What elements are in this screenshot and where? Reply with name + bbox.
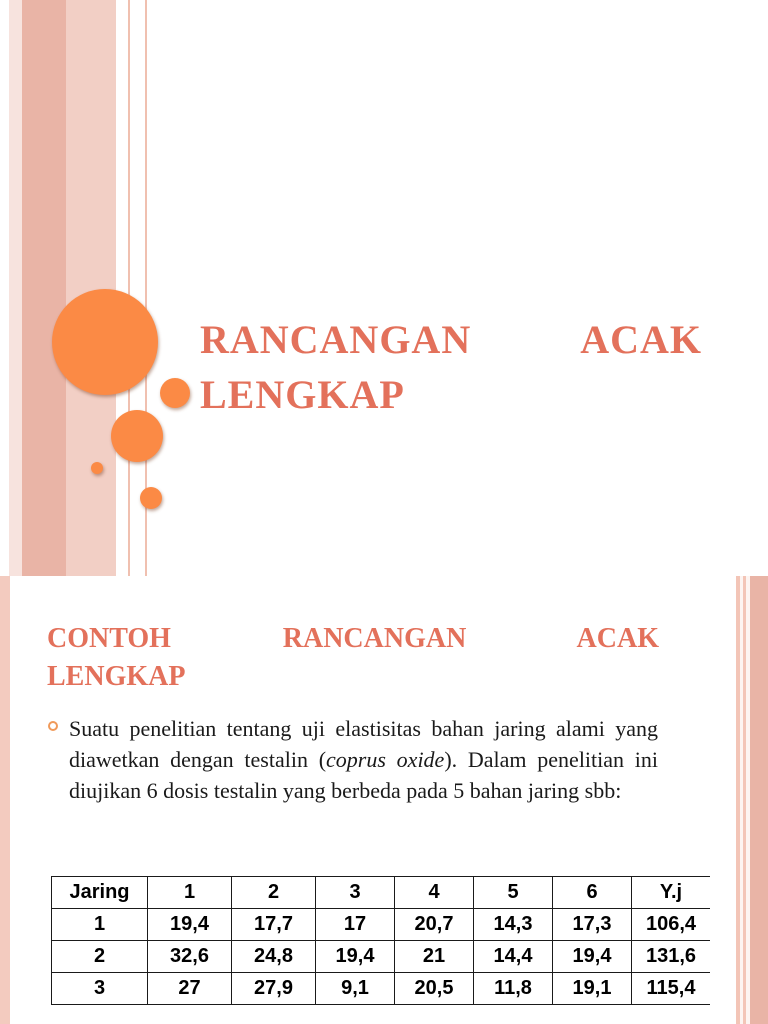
table-cell: 14,3 <box>474 909 553 941</box>
example-slide <box>0 576 768 1024</box>
table-header: Jaring <box>52 877 148 909</box>
table-cell: 19,4 <box>148 909 232 941</box>
table-cell: 131,6 <box>632 941 711 973</box>
body-text-italic: coprus oxide <box>326 747 445 772</box>
table-cell: 19,4 <box>553 941 632 973</box>
data-table <box>51 876 710 1005</box>
body-paragraph <box>69 713 658 806</box>
table-cell: 17,3 <box>553 909 632 941</box>
table-cell: 17 <box>316 909 395 941</box>
hollow-circle-bullet-icon <box>48 721 58 731</box>
body-text-start: Suatu penelitian tentang uji elastisitas bahan jaring alami yang diawetkan dengan testalin ( <box>69 716 658 772</box>
decorative-circle-icon <box>52 289 158 395</box>
decorative-line <box>736 576 740 1024</box>
table-cell: 24,8 <box>232 941 316 973</box>
table-cell: 14,4 <box>474 941 553 973</box>
table-cell: 27,9 <box>232 973 316 1005</box>
body-text-end: ). Dalam penelitian ini diujikan 6 dosis testalin yang berbeda pada 5 bahan jaring sbb: <box>69 747 659 803</box>
table-header: Y.j <box>632 877 711 909</box>
table-row <box>52 909 711 941</box>
decorative-circle-icon <box>160 378 190 408</box>
slide-heading-line2: LENGKAP <box>47 661 186 692</box>
left-edge <box>0 0 9 576</box>
table-cell: 19,1 <box>553 973 632 1005</box>
table-cell: 11,8 <box>474 973 553 1005</box>
data-table-container <box>51 876 710 1024</box>
table-cell: 115,4 <box>632 973 711 1005</box>
decorative-circle-icon <box>140 487 162 509</box>
decorative-stripe <box>9 0 22 576</box>
table-header: 5 <box>474 877 553 909</box>
table-header: 2 <box>232 877 316 909</box>
table-header: 6 <box>553 877 632 909</box>
decorative-line <box>128 0 130 576</box>
slide-heading <box>47 620 659 696</box>
decorative-stripe <box>750 576 768 1024</box>
decorative-line <box>743 576 746 1024</box>
table-cell: 27 <box>148 973 232 1005</box>
slide-title-line1: RANCANGAN ACAK <box>200 317 702 362</box>
slide-title-line2: LENGKAP <box>200 372 405 417</box>
decorative-circle-icon <box>91 462 103 474</box>
table-cell: 106,4 <box>632 909 711 941</box>
decorative-stripe <box>66 0 116 576</box>
decorative-circle-icon <box>111 410 163 462</box>
slide-title <box>200 312 702 422</box>
table-row <box>52 941 711 973</box>
table-cell: 17,7 <box>232 909 316 941</box>
table-header: 3 <box>316 877 395 909</box>
decorative-stripe <box>22 0 66 576</box>
table-cell: 1 <box>52 909 148 941</box>
table-cell: 20,5 <box>395 973 474 1005</box>
table-header: 1 <box>148 877 232 909</box>
table-cell: 21 <box>395 941 474 973</box>
table-cell: 19,4 <box>316 941 395 973</box>
table-cell: 3 <box>52 973 148 1005</box>
table-cell: 9,1 <box>316 973 395 1005</box>
table-cell: 2 <box>52 941 148 973</box>
table-header-row <box>52 877 711 909</box>
left-border <box>0 576 10 1024</box>
table-row <box>52 973 711 1005</box>
slide-heading-line1: CONTOH RANCANGAN ACAK <box>47 623 659 654</box>
table-cell: 20,7 <box>395 909 474 941</box>
table-cell: 32,6 <box>148 941 232 973</box>
table-header: 4 <box>395 877 474 909</box>
